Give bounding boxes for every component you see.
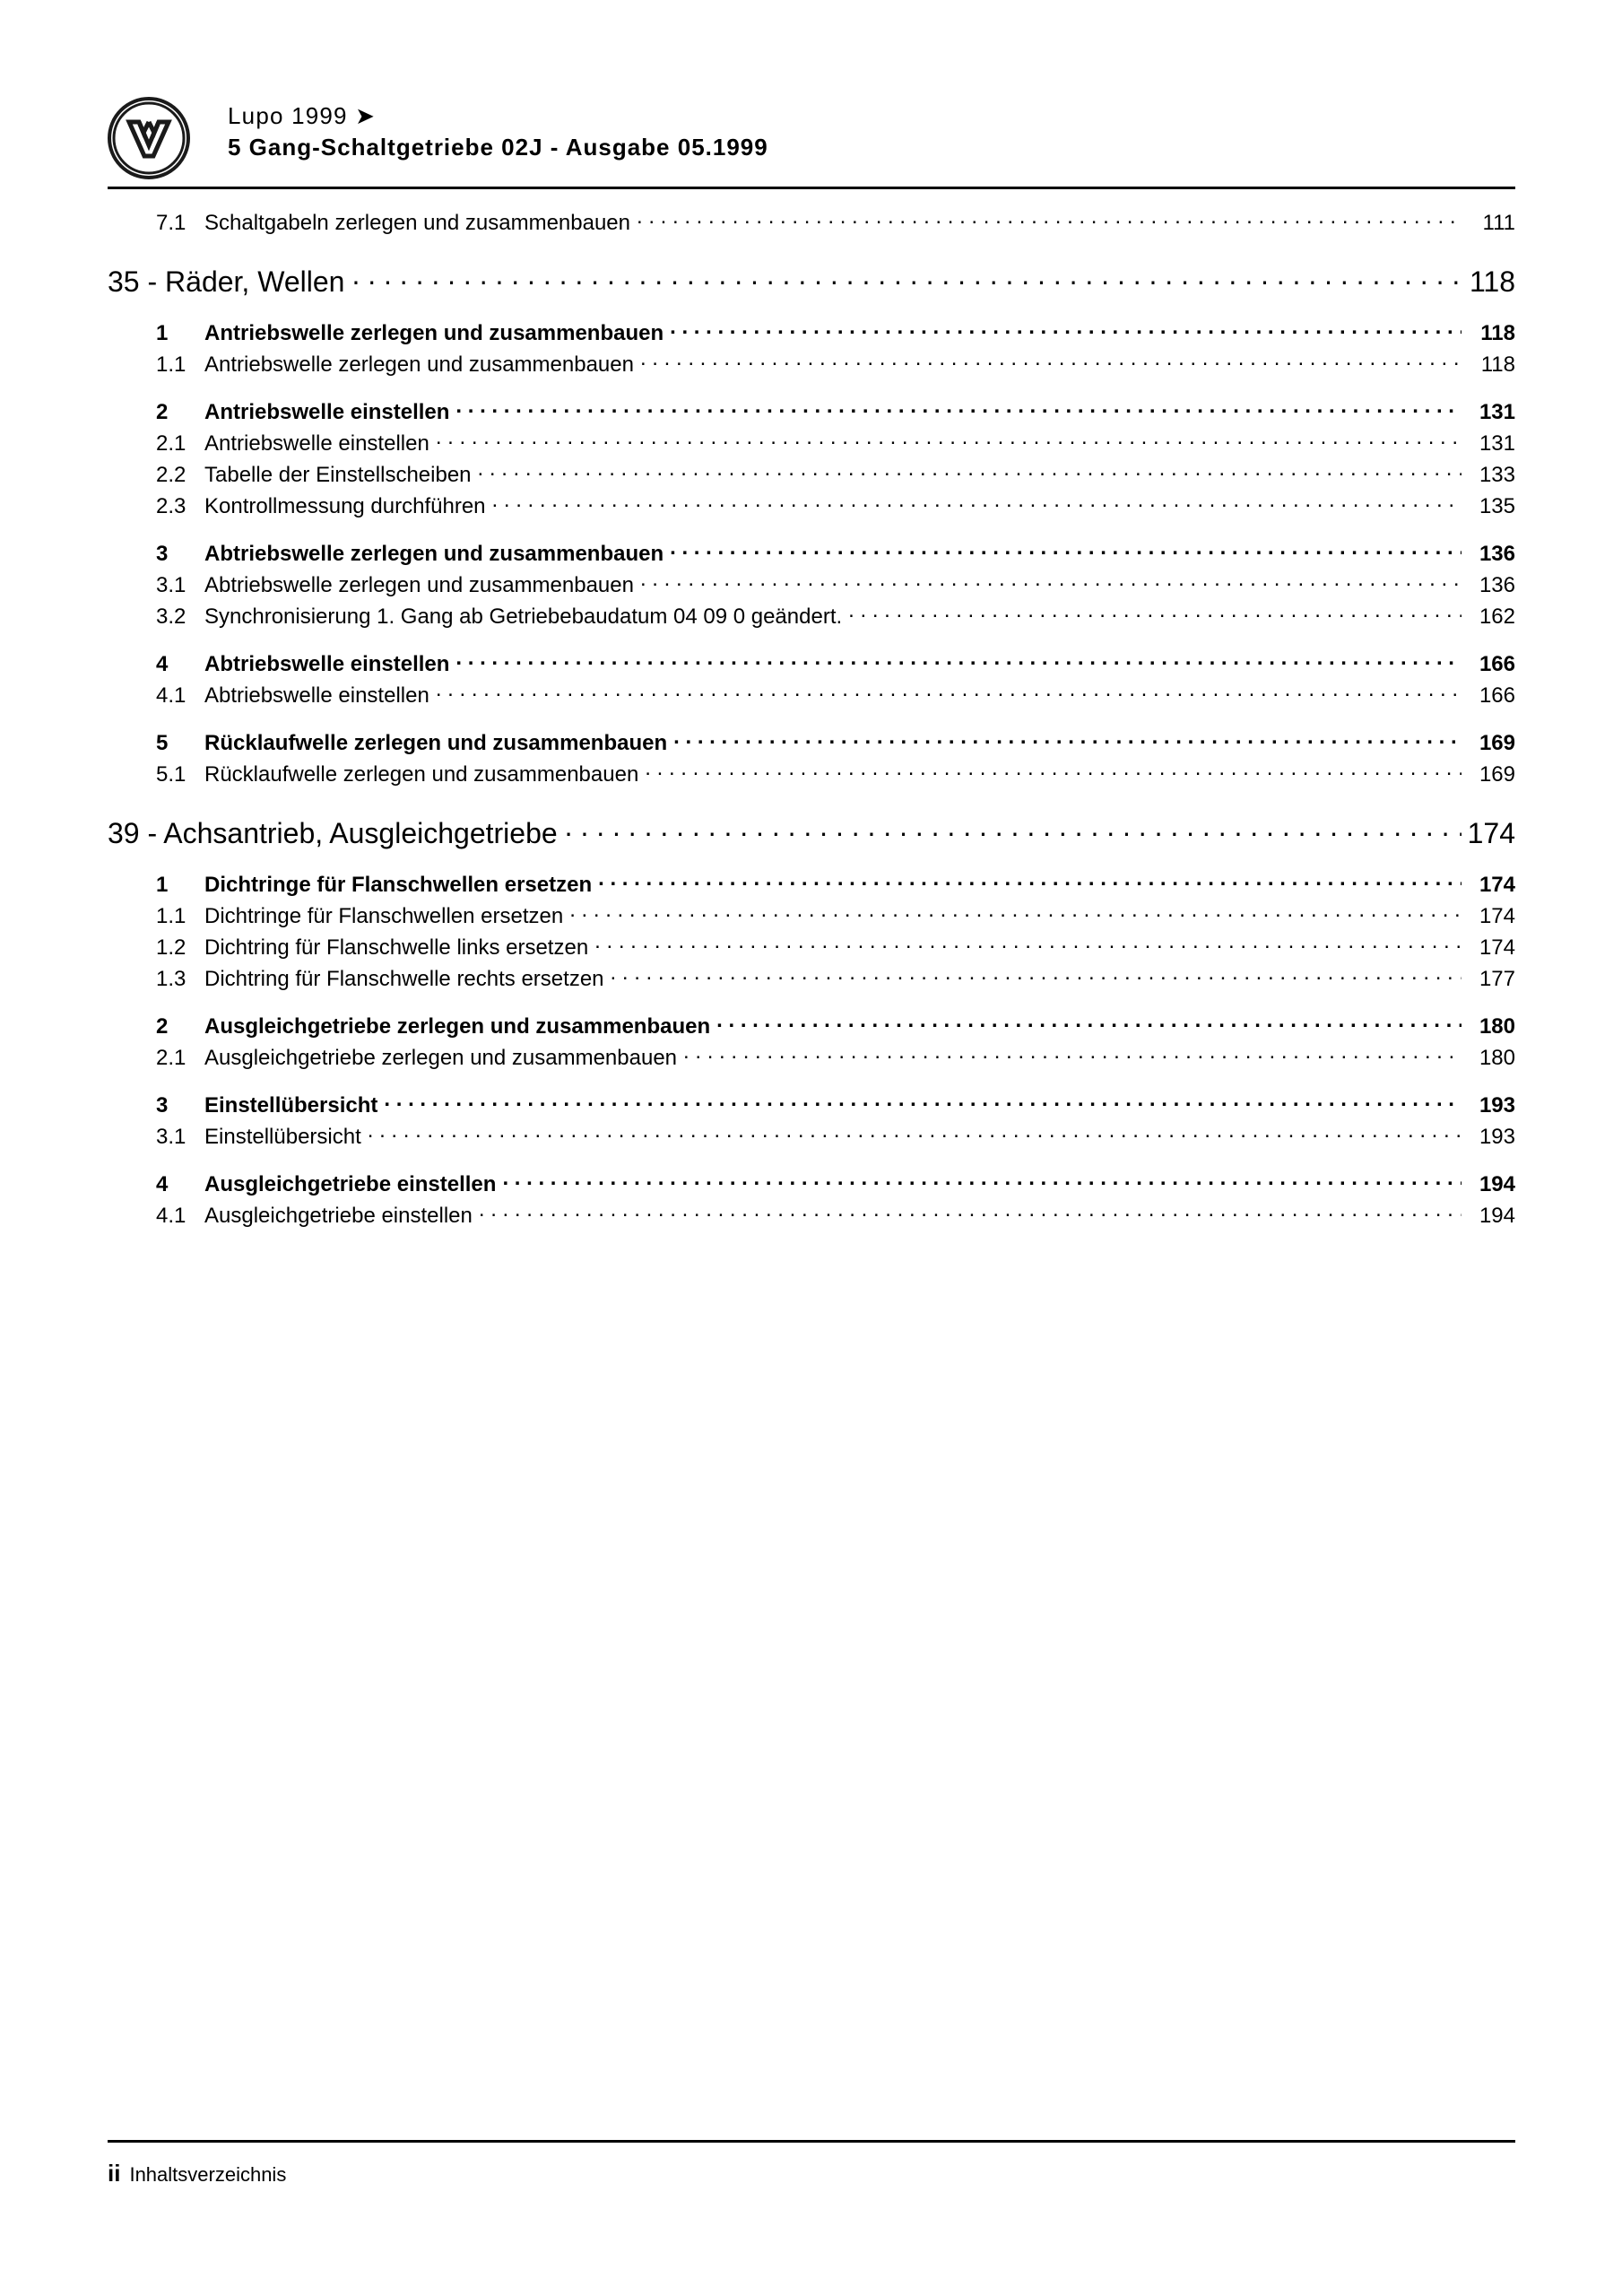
- toc-leader-dots: [673, 728, 1462, 750]
- toc-entry-page-number: 177: [1479, 967, 1515, 991]
- toc-leader-dots: [479, 1201, 1462, 1222]
- header-model-line: Lupo 1999 ➤: [228, 102, 377, 129]
- toc-entry-title: Abtriebswelle zerlegen und zusammenbauen: [204, 542, 664, 566]
- toc-entry-page-number: 174: [1479, 935, 1515, 960]
- footer-section-label: Inhaltsverzeichnis: [129, 2163, 287, 2186]
- toc-entry-title: Antriebswelle einstellen: [204, 431, 429, 456]
- toc-leader-dots: [683, 1043, 1462, 1065]
- toc-entry-page-number: 111: [1482, 211, 1515, 235]
- toc-entry[interactable]: [108, 602, 1515, 630]
- toc-entry-number: 1.1: [156, 352, 186, 377]
- toc-entry[interactable]: [108, 570, 1515, 598]
- toc-entry-number: 7.1: [156, 211, 186, 235]
- toc-leader-dots: [351, 263, 1462, 291]
- toc-leader-dots: [637, 208, 1462, 230]
- toc-leader-dots: [569, 901, 1462, 923]
- toc-entry-page-number: 169: [1479, 731, 1515, 755]
- toc-entry-title: Abtriebswelle einstellen: [204, 683, 429, 708]
- toc-leader-dots: [611, 964, 1462, 986]
- toc-leader-dots: [640, 570, 1462, 592]
- toc-entry-number: 4: [156, 1172, 169, 1196]
- toc-entry-title: Dichtring für Flanschwelle rechts ersetzen: [204, 967, 604, 991]
- toc-entry-number: 5.1: [156, 762, 186, 787]
- footer-divider: [108, 2140, 1515, 2143]
- toc-leader-dots: [594, 933, 1462, 954]
- toc-entry-number: 2.3: [156, 494, 186, 518]
- toc-leader-dots: [848, 602, 1462, 623]
- toc-entry[interactable]: [108, 491, 1515, 519]
- toc-entry-title: Einstellübersicht: [204, 1093, 378, 1118]
- toc-entry-title: Antriebswelle einstellen: [204, 400, 450, 424]
- toc-entry[interactable]: [108, 964, 1515, 992]
- toc-entry-page-number: 193: [1479, 1125, 1515, 1149]
- toc-entry-number: 4.1: [156, 683, 186, 708]
- toc-entry-number: 4.1: [156, 1204, 186, 1228]
- toc-leader-dots: [670, 318, 1462, 340]
- toc-entry[interactable]: [108, 760, 1515, 787]
- toc-entry-title: Dichtring für Flanschwelle links ersetzen: [204, 935, 589, 960]
- toc-entry-number: 2: [156, 400, 169, 424]
- toc-entry-title: Ausgleichgetriebe zerlegen und zusammenbauen: [204, 1046, 678, 1070]
- toc-entry-title: Dichtringe für Flanschwellen ersetzen: [204, 873, 593, 897]
- header-divider: [108, 187, 1515, 189]
- toc-entry-title: Kontrollmessung durchführen: [204, 494, 486, 518]
- toc-entry[interactable]: [108, 1170, 1515, 1197]
- toc-entry-page-number: 174: [1479, 904, 1515, 928]
- toc-entry-page-number: 174: [1479, 873, 1515, 897]
- toc-entry[interactable]: [108, 901, 1515, 929]
- toc-entry[interactable]: [108, 1201, 1515, 1229]
- toc-leader-dots: [645, 760, 1462, 781]
- toc-entry-title: Tabelle der Einstellscheiben: [204, 463, 472, 487]
- toc-entry-page-number: 136: [1479, 542, 1515, 566]
- toc-entry-number: 2.1: [156, 1046, 186, 1070]
- toc-entry-page-number: 118: [1480, 352, 1515, 377]
- page-header: [108, 97, 1515, 187]
- toc-entry[interactable]: [108, 1091, 1515, 1118]
- toc-entry-title: Antriebswelle zerlegen und zusammenbauen: [204, 352, 634, 377]
- toc-entry[interactable]: [108, 933, 1515, 961]
- toc-entry-title: Rücklaufwelle zerlegen und zusammenbauen: [204, 731, 668, 755]
- toc-entry-page-number: 169: [1479, 762, 1515, 787]
- toc-entry[interactable]: [108, 728, 1515, 756]
- toc-entry-page-number: 118: [1480, 321, 1515, 345]
- toc-entry-number: 3: [156, 542, 169, 566]
- toc-entry-number: 3.1: [156, 573, 186, 597]
- toc-entry-title: Dichtringe für Flanschwellen ersetzen: [204, 904, 564, 928]
- toc-entry-title: 35 - Räder, Wellen: [108, 265, 345, 298]
- toc-entry-number: 5: [156, 731, 169, 755]
- toc-entry-title: Antriebswelle zerlegen und zusammenbauen: [204, 321, 664, 345]
- toc-entry[interactable]: [108, 460, 1515, 488]
- toc-leader-dots: [502, 1170, 1462, 1191]
- toc-entry-number: 2.2: [156, 463, 186, 487]
- toc-entry-title: Rücklaufwelle zerlegen und zusammenbauen: [204, 762, 639, 787]
- toc-entry[interactable]: [108, 208, 1515, 236]
- toc-entry[interactable]: [108, 814, 1515, 850]
- toc-entry-title: Schaltgabeln zerlegen und zusammenbauen: [204, 211, 630, 235]
- toc-entry[interactable]: [108, 1043, 1515, 1071]
- header-title-block: [228, 100, 1510, 163]
- footer-page-number: ii: [108, 2160, 121, 2187]
- toc-entry[interactable]: [108, 350, 1515, 378]
- toc-entry-page-number: 166: [1479, 652, 1515, 676]
- toc-entry-number: 1: [156, 321, 169, 345]
- vw-logo-icon: [108, 97, 190, 179]
- toc-leader-dots: [640, 350, 1462, 371]
- toc-entry-title: Ausgleichgetriebe einstellen: [204, 1204, 473, 1228]
- toc-leader-dots: [598, 870, 1462, 891]
- toc-leader-dots: [436, 429, 1462, 450]
- toc-entry[interactable]: [108, 1012, 1515, 1039]
- toc-entry-page-number: 131: [1479, 400, 1515, 424]
- toc-entry-title: Ausgleichgetriebe einstellen: [204, 1172, 497, 1196]
- table-of-contents: [108, 204, 1515, 1232]
- toc-leader-dots: [670, 539, 1462, 561]
- page-footer: [108, 2160, 1515, 2187]
- toc-entry-title: Abtriebswelle zerlegen und zusammenbauen: [204, 573, 634, 597]
- toc-entry[interactable]: [108, 870, 1515, 898]
- toc-leader-dots: [478, 460, 1462, 482]
- toc-entry-title: 39 - Achsantrieb, Ausgleichgetriebe: [108, 817, 558, 849]
- toc-entry-page-number: 193: [1479, 1093, 1515, 1118]
- toc-entry-title: Ausgleichgetriebe zerlegen und zusammenbauen: [204, 1014, 711, 1039]
- toc-entry-page-number: 131: [1479, 431, 1515, 456]
- toc-entry[interactable]: [108, 429, 1515, 457]
- toc-entry-title: Einstellübersicht: [204, 1125, 361, 1149]
- toc-entry-number: 3.2: [156, 604, 186, 629]
- toc-entry[interactable]: [108, 263, 1515, 299]
- toc-leader-dots: [436, 681, 1462, 702]
- toc-entry-page-number: 166: [1479, 683, 1515, 708]
- toc-entry-number: 1.2: [156, 935, 186, 960]
- toc-entry-number: 3: [156, 1093, 169, 1118]
- toc-entry[interactable]: [108, 318, 1515, 346]
- toc-entry-page-number: 135: [1479, 494, 1515, 518]
- toc-entry-number: 2.1: [156, 431, 186, 456]
- toc-leader-dots: [368, 1122, 1462, 1144]
- toc-entry-title: Abtriebswelle einstellen: [204, 652, 450, 676]
- toc-entry[interactable]: [108, 397, 1515, 425]
- toc-entry-page-number: 136: [1479, 573, 1515, 597]
- toc-entry[interactable]: [108, 539, 1515, 567]
- toc-leader-dots: [565, 814, 1462, 843]
- toc-entry-number: 1: [156, 873, 169, 897]
- toc-entry-number: 1.3: [156, 967, 186, 991]
- toc-entry-number: 1.1: [156, 904, 186, 928]
- toc-entry-page-number: 174: [1467, 817, 1515, 849]
- header-subtitle-line: 5 Gang-Schaltgetriebe 02J - Ausgabe 05.1999: [228, 134, 768, 161]
- toc-entry-page-number: 133: [1479, 463, 1515, 487]
- toc-leader-dots: [384, 1091, 1462, 1112]
- toc-entry-number: 4: [156, 652, 169, 676]
- toc-entry-number: 2: [156, 1014, 169, 1039]
- toc-entry[interactable]: [108, 649, 1515, 677]
- toc-leader-dots: [455, 649, 1462, 671]
- toc-entry-page-number: 162: [1479, 604, 1515, 629]
- toc-entry-page-number: 118: [1469, 265, 1515, 298]
- toc-entry-page-number: 194: [1479, 1204, 1515, 1228]
- toc-entry[interactable]: [108, 1122, 1515, 1150]
- toc-entry-page-number: 180: [1479, 1046, 1515, 1070]
- toc-leader-dots: [716, 1012, 1462, 1033]
- toc-entry[interactable]: [108, 681, 1515, 709]
- toc-entry-page-number: 194: [1479, 1172, 1515, 1196]
- toc-entry-title: Synchronisierung 1. Gang ab Getriebebaudatum 04 09 0 geändert.: [204, 604, 843, 629]
- toc-leader-dots: [455, 397, 1462, 419]
- toc-entry-number: 3.1: [156, 1125, 186, 1149]
- toc-leader-dots: [492, 491, 1462, 513]
- toc-entry-page-number: 180: [1479, 1014, 1515, 1039]
